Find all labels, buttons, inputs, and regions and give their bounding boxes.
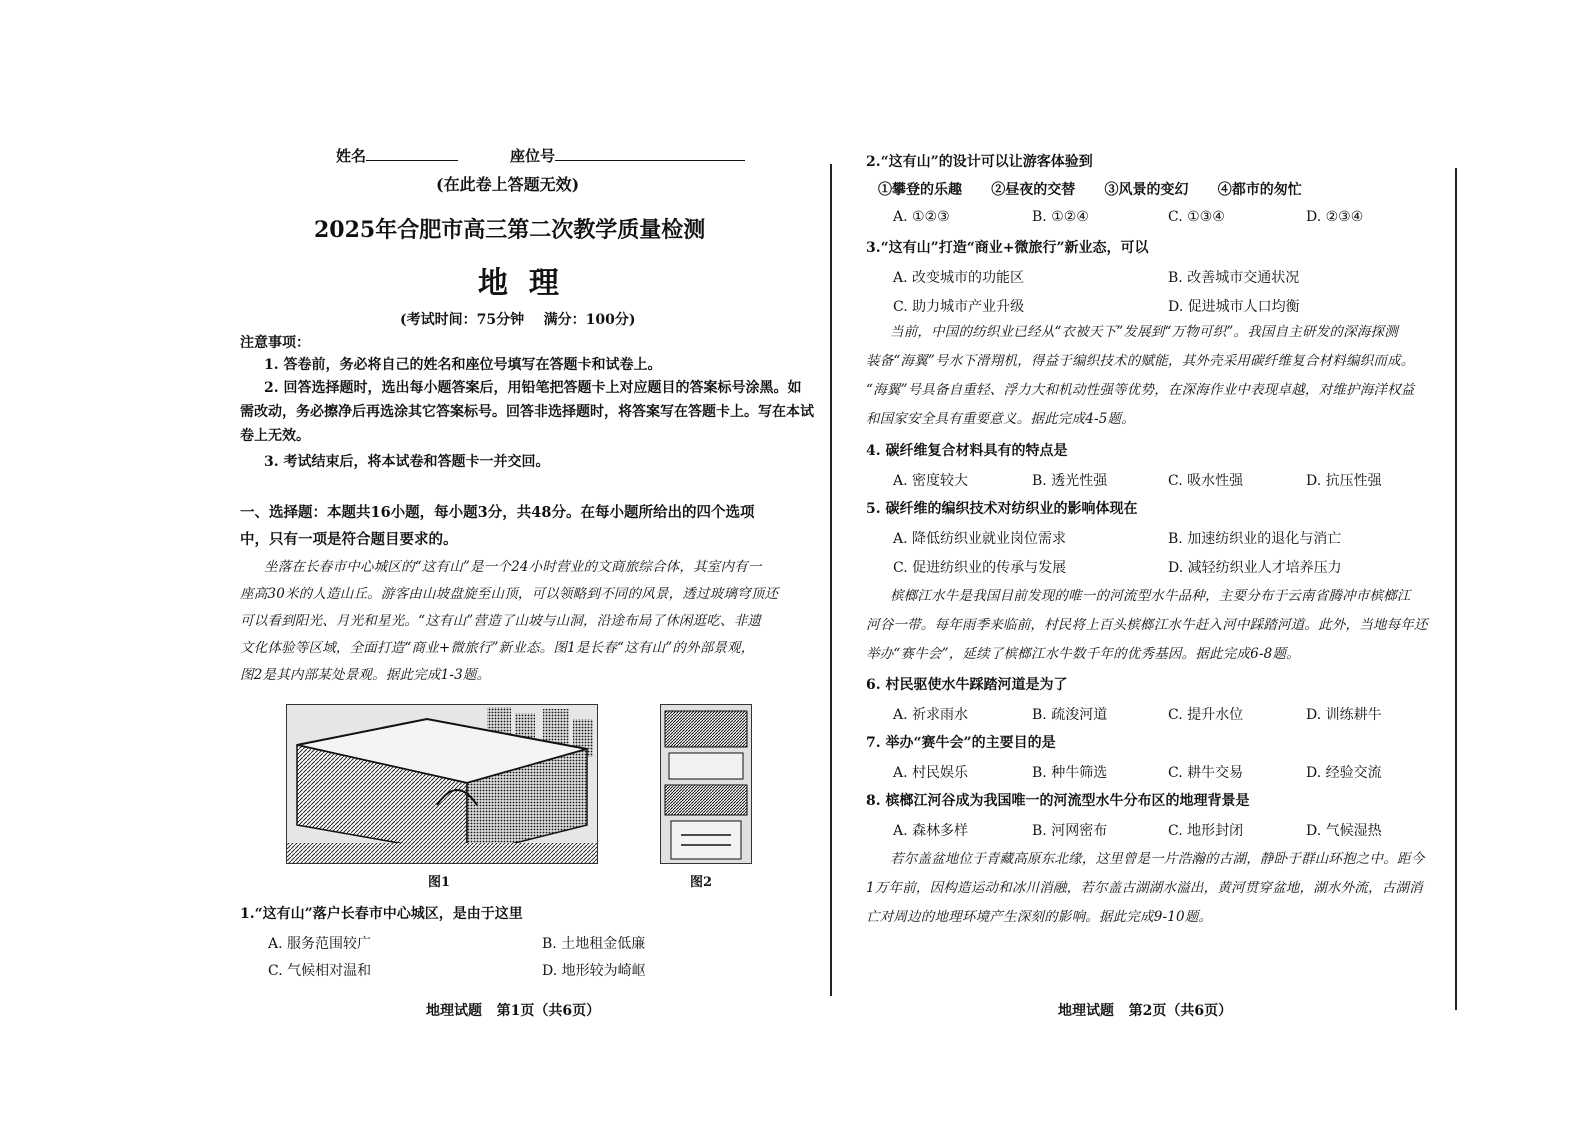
subject-title: 地 理 <box>478 266 559 301</box>
passage-line: 装备“海翼”号水下滑翔机，得益于编织技术的赋能，其外壳采用碳纤维复合材料编织而成。 <box>866 353 1415 369</box>
notice-item: 1. 答卷前，务必将自己的姓名和座位号填写在答题卡和试卷上。 <box>264 357 662 373</box>
question-2-stem: 2.“这有山”的设计可以让游客体验到 <box>866 154 1093 170</box>
seat-field <box>510 146 745 166</box>
right-margin-line <box>1455 168 1457 1010</box>
q7-option-a[interactable]: A. 村民娱乐 <box>893 765 969 781</box>
q6-option-c[interactable]: C. 提升水位 <box>1168 707 1244 723</box>
q5-option-c[interactable]: C. 促进纺织业的传承与发展 <box>893 560 1067 576</box>
q2-statement-items: ①攀登的乐趣 ②昼夜的交替 ③风景的变幻 ④都市的匆忙 <box>878 182 1302 198</box>
q7-option-d[interactable]: D. 经验交流 <box>1306 765 1382 781</box>
passage-line: 亡对周边的地理环境产生深刻的影响。据此完成9-10题。 <box>866 909 1213 925</box>
question-6-stem: 6. 村民驱使水牛踩踏河道是为了 <box>866 677 1068 693</box>
q4-option-a[interactable]: A. 密度较大 <box>893 473 969 489</box>
q3-option-c[interactable]: C. 助力城市产业升级 <box>893 299 1025 315</box>
notice-item: 卷上无效。 <box>240 428 310 444</box>
section-heading: 一、选择题：本题共16小题，每小题3分，共48分。在每小题所给出的四个选项 <box>240 504 755 521</box>
q7-option-c[interactable]: C. 耕牛交易 <box>1168 765 1244 781</box>
passage-line: 图2是其内部某处景观。据此完成1-3题。 <box>240 667 491 683</box>
q5-option-d[interactable]: D. 减轻纺织业人才培养压力 <box>1168 560 1342 576</box>
q6-option-a[interactable]: A. 祈求雨水 <box>893 707 969 723</box>
figure-1-photo <box>286 704 598 864</box>
question-4-stem: 4. 碳纤维复合材料具有的特点是 <box>866 443 1068 459</box>
q8-option-d[interactable]: D. 气候湿热 <box>1306 823 1382 839</box>
notice-title: 注意事项： <box>240 335 310 351</box>
question-8-stem: 8. 槟榔江河谷成为我国唯一的河流型水牛分布区的地理背景是 <box>866 793 1250 809</box>
q3-option-a[interactable]: A. 改变城市的功能区 <box>893 270 1025 286</box>
q1-option-d[interactable]: D. 地形较为崎岖 <box>542 963 646 979</box>
passage-line: 当前，中国的纺织业已经从“衣被天下”发展到“万物可织”。我国自主研发的深海探测 <box>890 324 1398 340</box>
page-footer-left: 地理试题 第1页（共6页） <box>426 1003 601 1019</box>
notice-item: 3. 考试结束后，将本试卷和答题卡一并交回。 <box>264 454 550 470</box>
question-3-stem: 3.“这有山”打造“商业+微旅行”新业态，可以 <box>866 240 1149 256</box>
q8-option-a[interactable]: A. 森林多样 <box>893 823 969 839</box>
passage-line: 举办“赛牛会”，延续了槟榔江水牛数千年的优秀基因。据此完成6-8题。 <box>866 646 1300 662</box>
notice-item: 需改动，务必擦净后再选涂其它答案标号。回答非选择题时，将答案写在答题卡上。写在本试 <box>240 404 814 420</box>
figure-2-caption: 图2 <box>690 875 713 890</box>
name-blank <box>366 146 458 161</box>
figure-2-photo <box>660 704 752 864</box>
passage-line: 1万年前，因构造运动和冰川消融，若尔盖古湖湖水溢出，黄河贯穿盆地，湖水外流，古湖消 <box>866 880 1423 896</box>
name-field <box>336 146 458 166</box>
section-heading: 中，只有一项是符合题目要求的。 <box>240 531 458 548</box>
seat-blank <box>555 146 745 161</box>
column-divider <box>830 164 832 996</box>
q5-option-a[interactable]: A. 降低纺织业就业岗位需求 <box>893 531 1067 547</box>
q3-option-d[interactable]: D. 促进城市人口均衡 <box>1168 299 1300 315</box>
name-label: 姓名 <box>336 147 367 165</box>
q1-option-a[interactable]: A. 服务范围较广 <box>268 936 372 952</box>
question-5-stem: 5. 碳纤维的编织技术对纺织业的影响体现在 <box>866 501 1138 517</box>
q4-option-d[interactable]: D. 抗压性强 <box>1306 473 1382 489</box>
exam-info: (考试时间：75分钟 满分：100分) <box>400 312 636 328</box>
q6-option-b[interactable]: B. 疏浚河道 <box>1032 707 1108 723</box>
seat-label: 座位号 <box>510 147 556 165</box>
q2-option-c[interactable]: C. ①③④ <box>1168 209 1225 225</box>
figure-1-caption: 图1 <box>428 875 451 890</box>
exam-title: 2025年合肥市高三第二次教学质量检测 <box>314 217 706 243</box>
passage-line: 可以看到阳光、月光和星光。“这有山”营造了山坡与山洞，沿途布局了休闲逛吃、非遗 <box>240 613 762 629</box>
q2-option-d[interactable]: D. ②③④ <box>1306 209 1364 225</box>
passage-line: 若尔盖盆地位于青藏高原东北缘，这里曾是一片浩瀚的古湖，静卧于群山环抱之中。距今 <box>890 851 1425 867</box>
question-7-stem: 7. 举办“赛牛会”的主要目的是 <box>866 735 1056 751</box>
q6-option-d[interactable]: D. 训练耕牛 <box>1306 707 1382 723</box>
notice-item: 2. 回答选择题时，选出每小题答案后，用铅笔把答题卡上对应题目的答案标号涂黑。如 <box>264 380 802 396</box>
passage-line: 文化体验等区域，全面打造“商业+微旅行”新业态。图1是长春“这有山”的外部景观， <box>240 640 755 656</box>
q1-option-c[interactable]: C. 气候相对温和 <box>268 963 372 979</box>
q2-option-b[interactable]: B. ①②④ <box>1032 209 1089 225</box>
q7-option-b[interactable]: B. 种牛筛选 <box>1032 765 1108 781</box>
q5-option-b[interactable]: B. 加速纺织业的退化与消亡 <box>1168 531 1342 547</box>
q4-option-c[interactable]: C. 吸水性强 <box>1168 473 1244 489</box>
passage-line: “海翼”号具备自重轻、浮力大和机动性强等优势，在深海作业中表现卓越，对维护海洋权益 <box>866 382 1415 398</box>
invalid-note: (在此卷上答题无效) <box>436 175 580 194</box>
q4-option-b[interactable]: B. 透光性强 <box>1032 473 1108 489</box>
q1-option-b[interactable]: B. 土地租金低廉 <box>542 936 646 952</box>
q8-option-c[interactable]: C. 地形封闭 <box>1168 823 1244 839</box>
q8-option-b[interactable]: B. 河网密布 <box>1032 823 1108 839</box>
passage-line: 槟榔江水牛是我国目前发现的唯一的河流型水牛品种，主要分布于云南省腾冲市槟榔江 <box>890 588 1411 604</box>
q2-option-a[interactable]: A. ①②③ <box>893 209 950 225</box>
passage-line: 河谷一带。每年雨季来临前，村民将上百头槟榔江水牛赶入河中踩踏河道。此外，当地每年还 <box>866 617 1428 633</box>
question-1-stem: 1.“这有山”落户长春市中心城区，是由于这里 <box>240 906 523 922</box>
q3-option-b[interactable]: B. 改善城市交通状况 <box>1168 270 1300 286</box>
passage-line: 和国家安全具有重要意义。据此完成4-5题。 <box>866 411 1135 427</box>
passage-line: 坐落在长春市中心城区的“这有山”是一个24小时营业的文商旅综合体，其室内有一 <box>264 559 762 575</box>
page-footer-right: 地理试题 第2页（共6页） <box>1058 1003 1233 1019</box>
passage-line: 座高30米的人造山丘。游客由山坡盘旋至山顶，可以领略到不同的风景，透过玻璃穹顶还 <box>240 586 779 602</box>
